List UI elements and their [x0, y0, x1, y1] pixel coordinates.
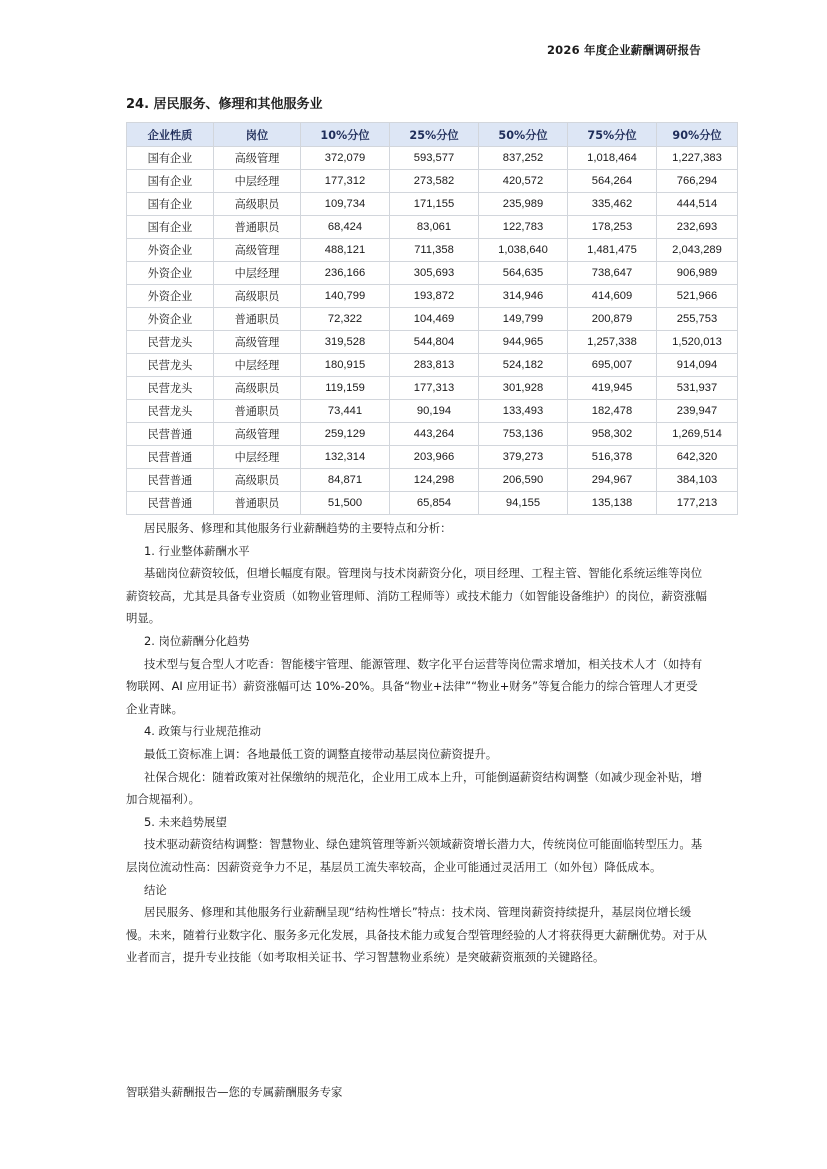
table-row	[127, 377, 738, 400]
table-cell: 外资企业	[127, 308, 214, 331]
table-cell: 335,462	[568, 193, 657, 216]
table-cell: 206,590	[479, 469, 568, 492]
table-cell: 695,007	[568, 354, 657, 377]
analysis-paragraph: 4. 政策与行业规范推动	[144, 724, 262, 739]
table-cell: 236,166	[301, 262, 390, 285]
analysis-paragraph: 最低工资标准上调：各地最低工资的调整直接带动基层岗位薪资提升。	[144, 746, 498, 761]
table-cell: 民营普通	[127, 469, 214, 492]
table-cell: 443,264	[390, 423, 479, 446]
table-cell: 140,799	[301, 285, 390, 308]
table-cell: 239,947	[657, 400, 738, 423]
table-cell: 180,915	[301, 354, 390, 377]
analysis-paragraph: 技术型与复合型人才吃香：智能楼宇管理、能源管理、数字化平台运营等岗位需求增加，相关技术人才（如持有物联网、AI 应用证书）薪资涨幅可达 10%-20%。具备“物业+法律”“物业+财务”等复合能力的综合管理人才更受企业青睐。	[126, 656, 703, 716]
table-cell: 51,500	[301, 492, 390, 515]
table-cell: 171,155	[390, 193, 479, 216]
table-cell: 944,965	[479, 331, 568, 354]
analysis-paragraph: 社保合规化：随着政策对社保缴纳的规范化，企业用工成本上升，可能倒逼薪资结构调整（如减少现金补贴，增加合规福利）。	[126, 769, 703, 807]
table-cell: 372,079	[301, 147, 390, 170]
table-cell: 民营龙头	[127, 400, 214, 423]
table-cell: 182,478	[568, 400, 657, 423]
table-cell: 133,493	[479, 400, 568, 423]
table-cell: 177,312	[301, 170, 390, 193]
col-header-p25: 25%分位	[390, 123, 479, 147]
table-cell: 149,799	[479, 308, 568, 331]
table-row	[127, 331, 738, 354]
table-cell: 中层经理	[214, 446, 301, 469]
table-cell: 319,528	[301, 331, 390, 354]
col-header-p75: 75%分位	[568, 123, 657, 147]
table-cell: 1,227,383	[657, 147, 738, 170]
table-cell: 高级职员	[214, 469, 301, 492]
table-cell: 419,945	[568, 377, 657, 400]
table-cell: 国有企业	[127, 216, 214, 239]
section-title: 24. 居民服务、修理和其他服务业	[126, 97, 323, 112]
table-cell: 普通职员	[214, 400, 301, 423]
table-cell: 283,813	[390, 354, 479, 377]
table-cell: 524,182	[479, 354, 568, 377]
table-cell: 中层经理	[214, 170, 301, 193]
analysis-paragraph: 技术驱动薪资结构调整：智慧物业、绿色建筑管理等新兴领域薪资增长潜力大，传统岗位可能面临转型压力。基层岗位流动性高：因薪资竞争力不足，基层员工流失率较高，企业可能通过灵活用工（如外包）降低成本。	[126, 837, 703, 874]
table-cell: 高级管理	[214, 331, 301, 354]
table-cell: 301,928	[479, 377, 568, 400]
table-cell: 普通职员	[214, 308, 301, 331]
table-cell: 122,783	[479, 216, 568, 239]
analysis-paragraph: 居民服务、修理和其他服务行业薪酬趋势的主要特点和分析：	[144, 521, 452, 535]
table-cell: 203,966	[390, 446, 479, 469]
table-cell: 普通职员	[214, 492, 301, 515]
table-row	[127, 308, 738, 331]
col-header-p50: 50%分位	[479, 123, 568, 147]
table-cell: 132,314	[301, 446, 390, 469]
table-cell: 379,273	[479, 446, 568, 469]
table-header-row	[127, 123, 738, 147]
analysis-paragraph: 基础岗位薪资较低，但增长幅度有限。管理岗与技术岗薪资分化，项目经理、工程主管、智能化系统运维等岗位薪资较高，尤其是具备专业资质（如物业管理师、消防工程师等）或技术能力（如智能设备维护）的岗位，薪资涨幅明显。	[126, 566, 707, 626]
table-cell: 国有企业	[127, 170, 214, 193]
table-row	[127, 262, 738, 285]
table-cell: 68,424	[301, 216, 390, 239]
table-cell: 837,252	[479, 147, 568, 170]
table-cell: 109,734	[301, 193, 390, 216]
table-cell: 273,582	[390, 170, 479, 193]
table-cell: 564,264	[568, 170, 657, 193]
table-row	[127, 400, 738, 423]
table-cell: 200,879	[568, 308, 657, 331]
table-cell: 766,294	[657, 170, 738, 193]
table-cell: 914,094	[657, 354, 738, 377]
col-header-p90: 90%分位	[657, 123, 738, 147]
table-cell: 1,269,514	[657, 423, 738, 446]
table-cell: 124,298	[390, 469, 479, 492]
table-cell: 642,320	[657, 446, 738, 469]
table-cell: 414,609	[568, 285, 657, 308]
table-body	[127, 147, 738, 515]
report-header-title: 2026 年度企业薪酬调研报告	[546, 43, 701, 57]
table-cell: 488,121	[301, 239, 390, 262]
table-cell: 193,872	[390, 285, 479, 308]
table-cell: 1,038,640	[479, 239, 568, 262]
table-cell: 104,469	[390, 308, 479, 331]
table-row	[127, 193, 738, 216]
table-cell: 高级职员	[214, 285, 301, 308]
table-cell: 564,635	[479, 262, 568, 285]
table-cell: 2,043,289	[657, 239, 738, 262]
table-cell: 中层经理	[214, 354, 301, 377]
table-cell: 1,481,475	[568, 239, 657, 262]
table-cell: 83,061	[390, 216, 479, 239]
table-cell: 国有企业	[127, 147, 214, 170]
analysis-paragraph: 居民服务、修理和其他服务行业薪酬呈现“结构性增长”特点：技术岗、管理岗薪资持续提升，基层岗位增长缓慢。未来，随着行业数字化、服务多元化发展，具备技术能力或复合型管理经验的人才将获得更大薪酬优势。对于从业者而言，提升专业技能（如考取相关证书、学习智慧物业系统）是突破薪资瓶颈的关键路径。	[126, 905, 707, 965]
table-row	[127, 354, 738, 377]
table-cell: 高级管理	[214, 147, 301, 170]
table-cell: 国有企业	[127, 193, 214, 216]
table-cell: 高级职员	[214, 377, 301, 400]
table-row	[127, 170, 738, 193]
table-cell: 906,989	[657, 262, 738, 285]
table-cell: 94,155	[479, 492, 568, 515]
analysis-paragraph: 2. 岗位薪酬分化趋势	[144, 633, 250, 648]
table-cell: 738,647	[568, 262, 657, 285]
col-header-company-type: 企业性质	[127, 123, 214, 147]
table-cell: 177,313	[390, 377, 479, 400]
table-row	[127, 285, 738, 308]
table-cell: 232,693	[657, 216, 738, 239]
table-row	[127, 469, 738, 492]
table-cell: 65,854	[390, 492, 479, 515]
table-cell: 119,159	[301, 377, 390, 400]
table-cell: 305,693	[390, 262, 479, 285]
table-cell: 521,966	[657, 285, 738, 308]
table-cell: 外资企业	[127, 285, 214, 308]
analysis-text	[126, 517, 708, 969]
col-header-position: 岗位	[214, 123, 301, 147]
table-cell: 民营普通	[127, 492, 214, 515]
table-cell: 高级管理	[214, 239, 301, 262]
table-cell: 177,213	[657, 492, 738, 515]
analysis-paragraph: 结论	[144, 882, 167, 897]
footer-slogan: 智联猎头薪酬报告—您的专属薪酬服务专家	[126, 1085, 343, 1099]
analysis-paragraph: 5. 未来趋势展望	[144, 814, 227, 829]
table-cell: 1,257,338	[568, 331, 657, 354]
table-cell: 516,378	[568, 446, 657, 469]
table-row	[127, 423, 738, 446]
salary-table	[126, 122, 738, 515]
col-header-p10: 10%分位	[301, 123, 390, 147]
table-cell: 民营龙头	[127, 354, 214, 377]
table-cell: 1,520,013	[657, 331, 738, 354]
table-cell: 384,103	[657, 469, 738, 492]
table-cell: 72,322	[301, 308, 390, 331]
table-row	[127, 446, 738, 469]
table-row	[127, 239, 738, 262]
analysis-paragraph: 1. 行业整体薪酬水平	[144, 543, 250, 558]
table-cell: 1,018,464	[568, 147, 657, 170]
table-cell: 753,136	[479, 423, 568, 446]
table-cell: 314,946	[479, 285, 568, 308]
table-cell: 711,358	[390, 239, 479, 262]
table-cell: 高级职员	[214, 193, 301, 216]
table-cell: 444,514	[657, 193, 738, 216]
table-cell: 235,989	[479, 193, 568, 216]
table-cell: 普通职员	[214, 216, 301, 239]
table-cell: 外资企业	[127, 239, 214, 262]
table-cell: 259,129	[301, 423, 390, 446]
table-cell: 294,967	[568, 469, 657, 492]
table-row	[127, 216, 738, 239]
table-cell: 民营龙头	[127, 377, 214, 400]
table-cell: 中层经理	[214, 262, 301, 285]
table-cell: 高级管理	[214, 423, 301, 446]
table-cell: 135,138	[568, 492, 657, 515]
table-cell: 民营龙头	[127, 331, 214, 354]
table-cell: 73,441	[301, 400, 390, 423]
table-cell: 民营普通	[127, 423, 214, 446]
table-cell: 90,194	[390, 400, 479, 423]
table-cell: 531,937	[657, 377, 738, 400]
table-cell: 178,253	[568, 216, 657, 239]
table-cell: 84,871	[301, 469, 390, 492]
table-cell: 420,572	[479, 170, 568, 193]
table-row	[127, 147, 738, 170]
table-cell: 255,753	[657, 308, 738, 331]
table-cell: 593,577	[390, 147, 479, 170]
table-cell: 外资企业	[127, 262, 214, 285]
table-cell: 544,804	[390, 331, 479, 354]
table-cell: 民营普通	[127, 446, 214, 469]
table-cell: 958,302	[568, 423, 657, 446]
table-row	[127, 492, 738, 515]
